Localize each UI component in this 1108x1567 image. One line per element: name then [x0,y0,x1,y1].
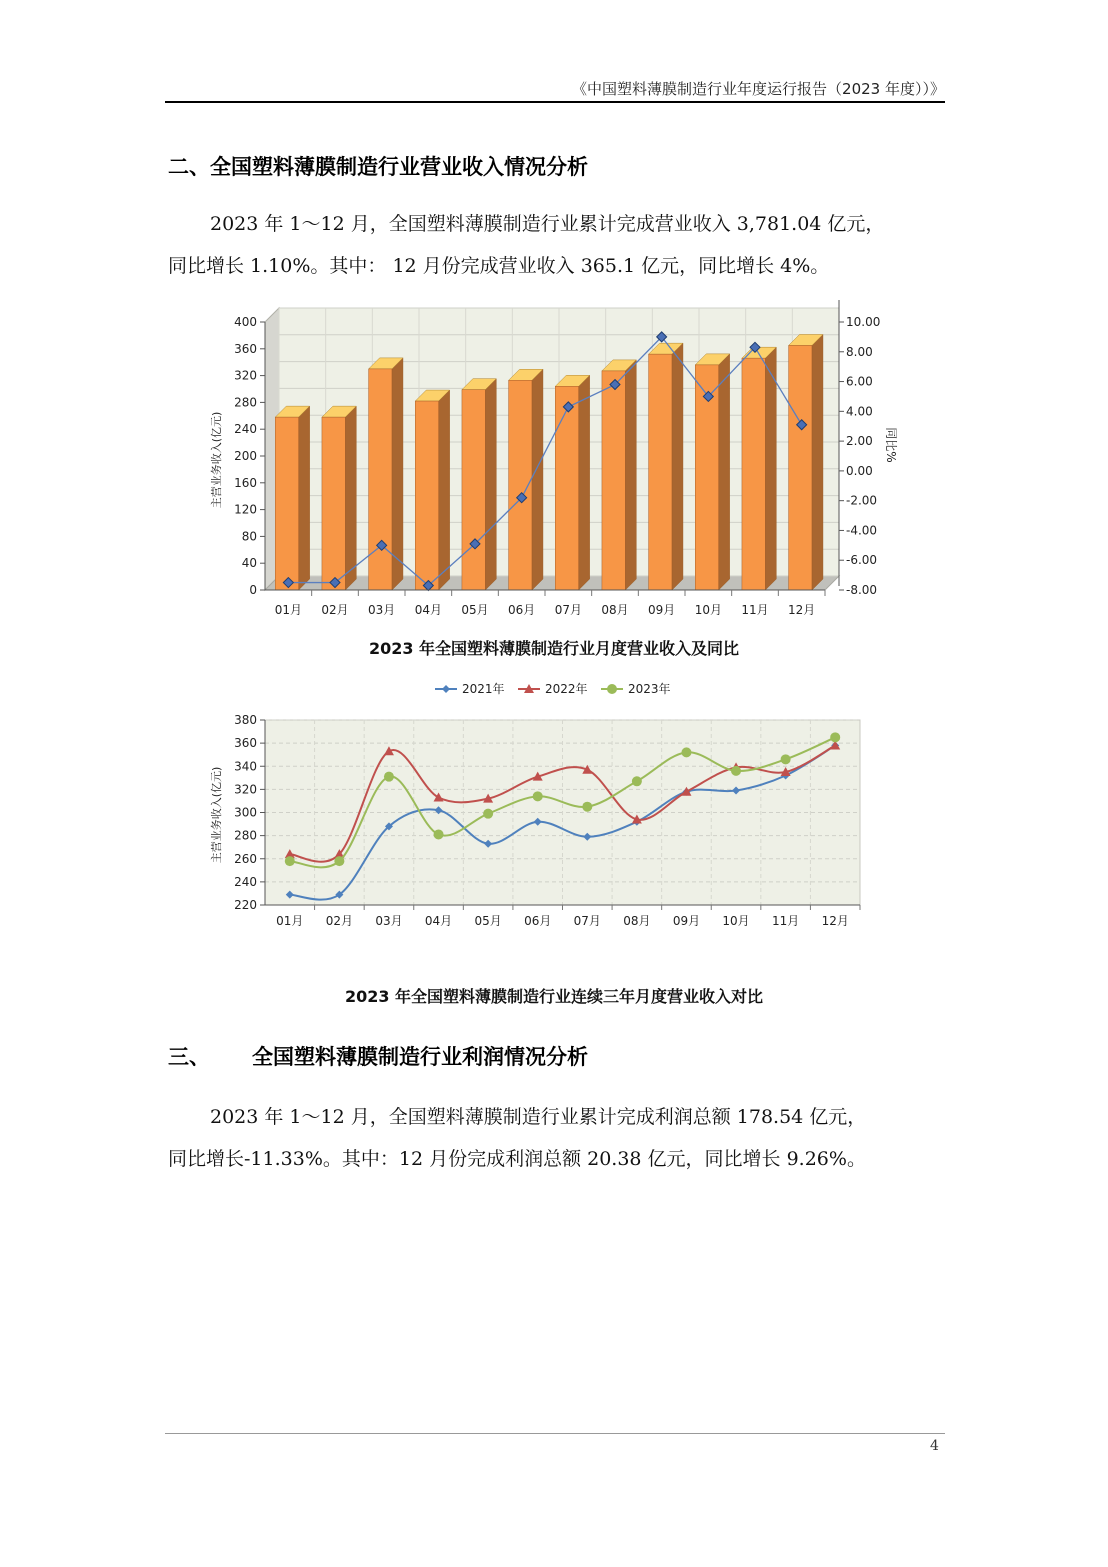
chart1-right-tick-label: 0.00 [846,463,873,478]
chart1-bar-side [345,406,356,590]
chart2-point [434,829,444,839]
revenue-bar-chart [195,300,898,630]
chart1-left-tick-label: 40 [241,556,257,571]
chart1-y2label: 同比% [884,427,898,463]
chart1-bar [369,358,403,590]
chart2-point [334,856,344,866]
chart1-x-tick-label: 04月 [414,603,442,617]
chart2-x-tick-label: 11月 [771,914,800,928]
chart1-left-tick-label: 280 [234,395,257,410]
chart2-title: 2023 年全国塑料薄膜制造行业连续三年月度营业收入对比 [344,987,764,1006]
chart1-bar-side [485,379,496,590]
section3-heading-text: 全国塑料薄膜制造行业利润情况分析 [252,1045,588,1069]
chart1-x-tick-label: 09月 [648,603,676,617]
chart2-left-tick-label: 320 [234,782,257,797]
section2-heading: 二、全国塑料薄膜制造行业营业收入情况分析 [168,155,588,179]
chart1-bar [322,406,356,590]
chart1-bar [649,343,683,590]
chart2-left-tick-label: 360 [234,736,257,751]
chart2-legend [435,681,671,696]
chart2-point [830,732,840,742]
chart2-left-tick-label: 240 [234,874,257,889]
chart1-bar-front [649,354,672,590]
chart2-x-tick-label: 07月 [573,914,601,928]
chart2-x-tick-label: 03月 [375,914,403,928]
chart1-bar [415,390,449,590]
chart1-bar-front [462,390,485,590]
chart1-x-tick-label: 03月 [368,603,396,617]
chart2-legend-label: 2021年 [462,682,505,696]
three-year-line-chart [195,675,895,945]
chart1-x-tick-label: 02月 [321,603,349,617]
chart1-bar-side [579,375,590,590]
chart1-bar-front [742,358,765,590]
chart2-x-tick-label: 08月 [623,914,651,928]
chart2-left-tick-label: 300 [234,805,257,820]
chart2-point [781,754,791,764]
chart2-point [533,791,543,801]
chart2-left-tick-label: 280 [234,828,257,843]
chart1-bar-side [765,347,776,590]
chart1-bar-side [299,406,310,590]
section2-para-line2: 同比增长 1.10%。其中： 12 月份完成营业收入 365.1 亿元，同比增长 4%。 [168,255,830,277]
chart1-bar-front [555,386,578,590]
chart1-right-tick-label: 10.00 [846,315,881,329]
chart2-x-tick-label: 09月 [672,914,701,928]
chart2-point [681,747,691,757]
chart1-x-tick-label: 08月 [601,603,629,617]
chart2-point [285,856,295,866]
chart1-left-tick-label: 200 [234,449,257,463]
chart1-bar-front [789,345,812,590]
chart2-left-tick-label: 340 [234,759,257,774]
chart2-point [731,766,741,776]
chart1-x-tick-label: 07月 [554,603,582,617]
chart1-bar-side [672,343,683,590]
page-number: 4 [930,1438,939,1454]
chart2-left-tick-label: 380 [234,713,257,727]
running-header: 《中国塑料薄膜制造行业年度运行报告（2023 年度））》 [572,80,945,98]
chart1-bar-side [719,354,730,590]
chart1-bar-front [275,417,298,590]
chart1-left-tick-label: 120 [234,502,257,517]
chart2-x-tick-label: 12月 [821,914,849,928]
chart1-right-tick-label: -6.00 [846,553,878,568]
chart1-bar-front [369,369,392,590]
chart2-left-tick-label: 220 [234,898,257,912]
chart1-bar [695,354,729,590]
chart2-legend-label: 2022年 [545,682,588,696]
chart2-point [483,809,493,819]
chart2-point [384,772,394,782]
chart1-bar [602,360,636,590]
chart1-right-tick-label: 8.00 [846,344,873,359]
chart1-bar [742,347,776,590]
section3-paragraph [168,1096,943,1180]
chart2-left-tick-label: 260 [234,851,257,866]
chart1-left-tick-label: 80 [241,529,257,544]
section3-para-line2: 同比增长-11.33%。其中：12 月份完成利润总额 20.38 亿元，同比增长 9.26%。 [168,1148,866,1170]
section2-paragraph [168,203,943,287]
chart2-x-tick-label: 10月 [722,914,750,928]
chart1-bar [275,406,309,590]
chart1-left-tick-label: 0 [249,583,257,597]
chart2-legend-marker [442,685,450,693]
section3-heading-number: 三、 [168,1045,210,1069]
section3-para-line1: 2023 年 1～12 月，全国塑料薄膜制造行业累计完成利润总额 178.54 亿元， [210,1106,867,1128]
chart2-x-tick-label: 02月 [325,914,354,928]
chart1-bar [462,379,496,590]
chart1-x-tick-label: 12月 [788,603,816,617]
footer-divider [165,1433,945,1434]
chart1-bar-side [439,390,450,590]
chart1-bar-front [602,371,625,590]
chart1-left-tick-label: 240 [234,422,257,437]
chart1-x-tick-label: 01月 [274,603,302,617]
chart2-x-tick-label: 01月 [276,914,304,928]
chart1-bar-front [322,417,345,590]
chart1-right-tick-label: 6.00 [846,374,873,389]
chart1-bar-side [812,334,823,590]
chart1-title: 2023 年全国塑料薄膜制造行业月度营业收入及同比 [368,639,740,658]
chart1-x-tick-label: 06月 [508,603,536,617]
chart1-bar-side [532,369,543,590]
chart2-x-tick-label: 05月 [474,914,502,928]
chart2-ylabel: 主营业务收入(亿元) [210,766,223,864]
chart1-bar [789,334,823,590]
chart1-left-tick-label: 160 [234,475,257,490]
header-divider [165,101,945,103]
chart1-x-tick-label: 05月 [461,603,489,617]
chart1-x-tick-label: 11月 [741,603,769,617]
chart1-bar-front [415,401,438,590]
chart1-ylabel: 主营业务收入(亿元) [210,411,223,509]
chart1-right-tick-label: 4.00 [846,404,873,419]
chart2-point [632,776,642,786]
chart1-right-tick-label: -2.00 [846,493,878,508]
chart1-left-tick-label: 400 [234,315,257,329]
chart1-bar-side [625,360,636,590]
chart2-legend-marker [607,684,617,694]
chart2-x-tick-label: 06月 [524,914,552,928]
chart1-right-tick-label: -4.00 [846,523,878,538]
chart1-left-tick-label: 360 [234,341,257,356]
chart2-legend-label: 2023年 [628,682,671,696]
section2-para-line1: 2023 年 1～12 月，全国塑料薄膜制造行业累计完成营业收入 3,781.04 亿元， [210,213,885,235]
chart2-point [582,802,592,812]
chart2-x-tick-label: 04月 [424,914,453,928]
section3-heading [168,1041,588,1071]
chart1-bar [509,369,543,590]
chart1-right-tick-label: -8.00 [846,583,878,597]
chart1-x-tick-label: 10月 [694,603,722,617]
chart1-right-tick-label: 2.00 [846,434,873,449]
chart1-left-tick-label: 320 [234,368,257,383]
